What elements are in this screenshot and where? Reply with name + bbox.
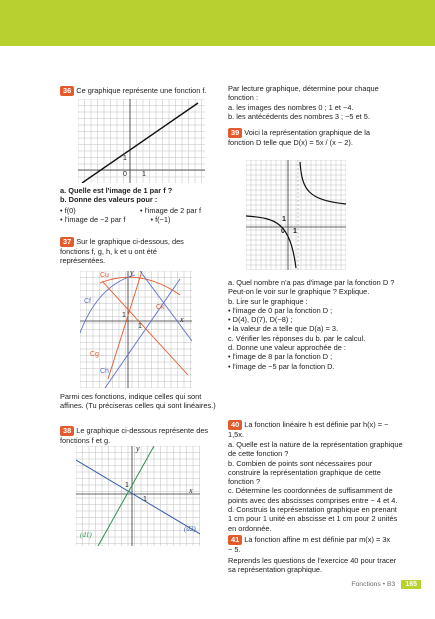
axis-label: 0 (281, 228, 285, 235)
exercise-number: 40 (228, 420, 242, 430)
exercise-39-questions: a. Quel nombre n'a pas d'image par la fonction D ? Peut-on le voir sur le graphique ? Explique. b. Lire sur le graphique : • l'image de 0 par la fonction D ; • D(4), D(7), D(−8) ; • la valeur de a telle que D(a) = 3. c. Vérifier les réponses du b. par le calcul. d. Donne une valeur approchée de : • l'image de 8 par la fonction D ; • l'image de −5 par la fonction D. (228, 278, 395, 371)
exercise-36-title: 36 Ce graphique représente une fonction f. (60, 86, 220, 96)
exercise-39-title: 39 Voici la représentation graphique de la fonction D telle que D(x) = 5x / (x − 2). (228, 128, 370, 147)
graph-ex39 (246, 160, 346, 270)
curve-label-cg: Cg (90, 351, 99, 358)
exercise-number: 38 (60, 426, 74, 436)
header-band (0, 0, 435, 46)
function-f-line (82, 103, 198, 183)
axis-label: y (130, 268, 134, 277)
axis-label: x (180, 315, 184, 324)
axis-label: 1 (122, 312, 126, 319)
exercise-40-questions: a. Quelle est la nature de la représentation graphique de cette fonction ? b. Combien de points sont nécessaires pour construire la représentation graphique de cette fonction ? c. Détermine les coordonnées de suffisamment de points avec des abscisses comprises entre − 4 et 4. d. Construis la représentation graphique en prenant 1 cm pour 1 unité en abscisse et 1 cm pour 2 unités en ordonnée. (228, 440, 403, 533)
chapter-label: Fonctions • B3 (351, 581, 396, 588)
axis-label: 0 (123, 171, 127, 178)
axis-label: 1 (143, 496, 147, 503)
hyperbola-right (300, 162, 346, 204)
exercise-number: 39 (228, 128, 242, 138)
axis-label: 1 (142, 171, 146, 178)
exercise-37-title: 37 Sur le graphique ci-dessous, des fonctions f, g, h, k et u ont été représentées. (60, 237, 184, 265)
axis-label: 1 (123, 155, 127, 162)
graph-ex38 (76, 446, 200, 546)
page-number: 165 (401, 580, 421, 589)
axis-label: 1 (282, 216, 286, 223)
exercise-number: 37 (60, 237, 74, 247)
exercise-41-title: 41 La fonction affine m est définie par m(x) = 3x − 5. (228, 535, 391, 554)
line-label-d2: (d2) (184, 525, 196, 533)
curve-ch (105, 279, 180, 388)
axis-label: 1 (138, 323, 142, 330)
page-footer (351, 580, 421, 589)
curve-label-ch: Ch (100, 368, 109, 375)
axis-label: x (189, 486, 193, 495)
axis-label: y (136, 444, 140, 453)
graph-ex36 (78, 99, 205, 183)
exercise-36-questions: a. Quelle est l'image de 1 par f ? b. Donne des valeurs pour : • f(0) • l'image de 2 par f • l'image de −2 par f • f(−1) (60, 186, 202, 224)
curve-cg (108, 271, 142, 379)
graph-ex37 (80, 268, 192, 388)
axis-label: 1 (293, 228, 297, 235)
exercise-38-title: 38 Le graphique ci-dessous représente des fonctions f et g. (60, 426, 209, 445)
curve-label-cf: Cf (84, 298, 91, 305)
curve-label-ck: Ck (156, 304, 165, 311)
line-d1 (76, 460, 200, 534)
exercise-41-text: Reprends les questions de l'exercice 40 pour tracer sa représentation graphique. (228, 556, 397, 575)
exercise-number: 41 (228, 535, 242, 545)
curve-label-cu: Cu (100, 272, 109, 279)
axis-label: 1 (125, 482, 129, 489)
line-label-d1: (d1) (80, 531, 92, 539)
exercise-40-title: 40 La fonction linéaire h est définie par h(x) = − 1,5x. (228, 420, 389, 439)
exercise-number: 36 (60, 86, 74, 96)
right-intro: Par lecture graphique, détermine pour chaque fonction : a. les images des nombres 0 ; 1 et −4. b. les antécédents des nombres 3 ; −5 et 5. (228, 84, 379, 121)
exercise-37-question: Parmi ces fonctions, indique celles qui sont affines. (Tu préciseras celles qui sont linéaires.) (60, 392, 216, 411)
